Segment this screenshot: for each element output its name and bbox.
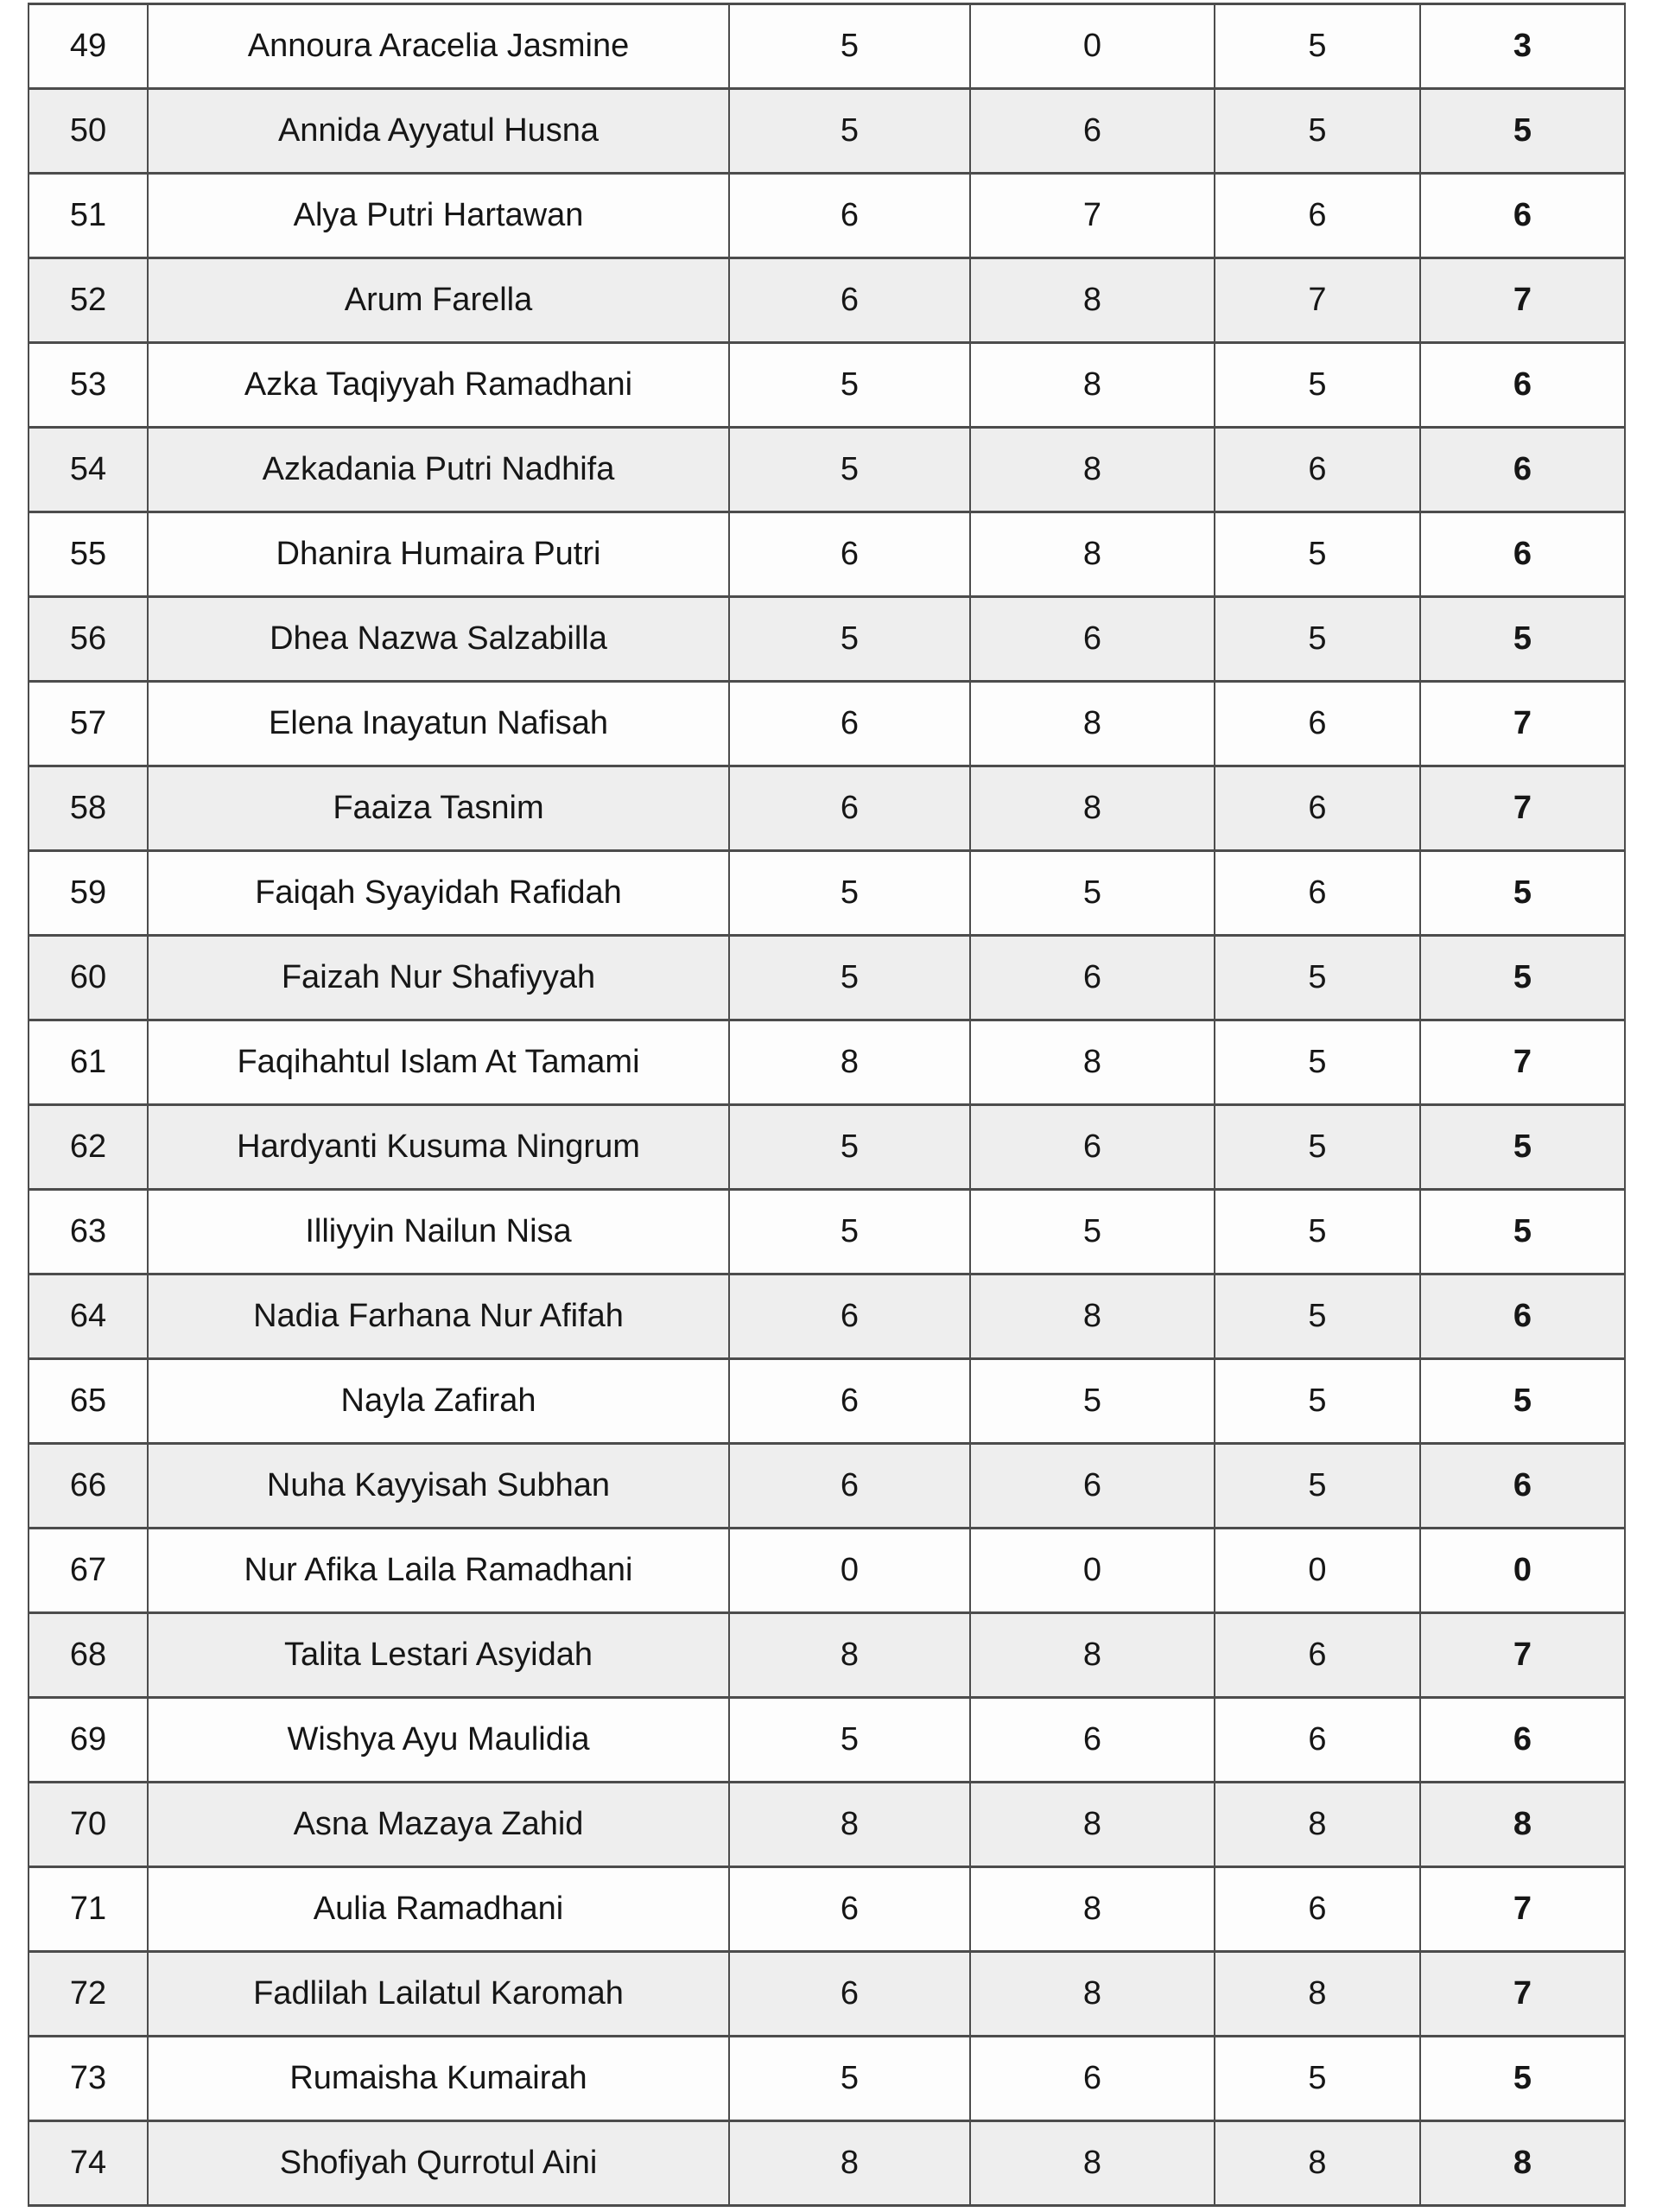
scores-table: [28, 3, 1626, 2207]
score-2-cell: 8: [970, 1274, 1215, 1359]
score-3-cell: 8: [1215, 2121, 1420, 2206]
score-2-cell: 5: [970, 851, 1215, 936]
score-2-cell: 8: [970, 766, 1215, 851]
score-1-cell: 6: [729, 1867, 970, 1952]
final-score-cell: 5: [1420, 1359, 1625, 1444]
row-number-cell: 50: [29, 89, 148, 174]
student-name-cell: Faaiza Tasnim: [148, 766, 729, 851]
score-2-cell: 8: [970, 1783, 1215, 1867]
table-row: [29, 174, 1625, 258]
table-row: [29, 1529, 1625, 1613]
table-row: [29, 4, 1625, 89]
student-name-cell: Wishya Ayu Maulidia: [148, 1698, 729, 1783]
row-number-cell: 68: [29, 1613, 148, 1698]
score-2-cell: 5: [970, 1359, 1215, 1444]
score-2-cell: 8: [970, 1867, 1215, 1952]
row-number-cell: 60: [29, 936, 148, 1020]
student-name-cell: Talita Lestari Asyidah: [148, 1613, 729, 1698]
table-row: [29, 597, 1625, 682]
final-score-cell: 6: [1420, 512, 1625, 597]
score-2-cell: 8: [970, 682, 1215, 766]
table-row: [29, 89, 1625, 174]
table-row: [29, 258, 1625, 343]
score-3-cell: 8: [1215, 1952, 1420, 2037]
final-score-cell: 7: [1420, 682, 1625, 766]
score-3-cell: 6: [1215, 174, 1420, 258]
score-3-cell: 6: [1215, 851, 1420, 936]
score-3-cell: 6: [1215, 1698, 1420, 1783]
score-2-cell: 5: [970, 1190, 1215, 1274]
score-2-cell: 8: [970, 512, 1215, 597]
table-row: [29, 1698, 1625, 1783]
score-1-cell: 5: [729, 851, 970, 936]
score-1-cell: 5: [729, 89, 970, 174]
score-3-cell: 5: [1215, 597, 1420, 682]
score-1-cell: 5: [729, 343, 970, 428]
final-score-cell: 3: [1420, 4, 1625, 89]
table-row: [29, 428, 1625, 512]
row-number-cell: 69: [29, 1698, 148, 1783]
row-number-cell: 71: [29, 1867, 148, 1952]
score-1-cell: 0: [729, 1529, 970, 1613]
student-name-cell: Illiyyin Nailun Nisa: [148, 1190, 729, 1274]
score-1-cell: 6: [729, 1952, 970, 2037]
row-number-cell: 61: [29, 1020, 148, 1105]
row-number-cell: 51: [29, 174, 148, 258]
score-3-cell: 5: [1215, 1359, 1420, 1444]
student-name-cell: Annida Ayyatul Husna: [148, 89, 729, 174]
final-score-cell: 6: [1420, 428, 1625, 512]
score-1-cell: 6: [729, 682, 970, 766]
score-2-cell: 6: [970, 936, 1215, 1020]
score-1-cell: 6: [729, 174, 970, 258]
score-3-cell: 5: [1215, 1274, 1420, 1359]
student-name-cell: Arum Farella: [148, 258, 729, 343]
student-name-cell: Alya Putri Hartawan: [148, 174, 729, 258]
final-score-cell: 5: [1420, 89, 1625, 174]
student-name-cell: Elena Inayatun Nafisah: [148, 682, 729, 766]
score-1-cell: 5: [729, 2037, 970, 2121]
final-score-cell: 5: [1420, 1190, 1625, 1274]
row-number-cell: 59: [29, 851, 148, 936]
student-name-cell: Nuha Kayyisah Subhan: [148, 1444, 729, 1529]
final-score-cell: 5: [1420, 936, 1625, 1020]
row-number-cell: 49: [29, 4, 148, 89]
row-number-cell: 54: [29, 428, 148, 512]
student-name-cell: Faiqah Syayidah Rafidah: [148, 851, 729, 936]
table-row: [29, 1867, 1625, 1952]
score-3-cell: 5: [1215, 1020, 1420, 1105]
score-3-cell: 5: [1215, 512, 1420, 597]
score-3-cell: 5: [1215, 1444, 1420, 1529]
score-3-cell: 5: [1215, 1190, 1420, 1274]
row-number-cell: 65: [29, 1359, 148, 1444]
score-2-cell: 8: [970, 428, 1215, 512]
score-2-cell: 8: [970, 1952, 1215, 2037]
student-name-cell: Fadlilah Lailatul Karomah: [148, 1952, 729, 2037]
student-name-cell: Azka Taqiyyah Ramadhani: [148, 343, 729, 428]
score-2-cell: 6: [970, 597, 1215, 682]
student-name-cell: Asna Mazaya Zahid: [148, 1783, 729, 1867]
score-3-cell: 6: [1215, 428, 1420, 512]
student-name-cell: Rumaisha Kumairah: [148, 2037, 729, 2121]
final-score-cell: 7: [1420, 1867, 1625, 1952]
score-1-cell: 6: [729, 1359, 970, 1444]
row-number-cell: 73: [29, 2037, 148, 2121]
score-3-cell: 5: [1215, 4, 1420, 89]
table-row: [29, 512, 1625, 597]
student-name-cell: Azkadania Putri Nadhifa: [148, 428, 729, 512]
row-number-cell: 56: [29, 597, 148, 682]
table-row: [29, 682, 1625, 766]
final-score-cell: 6: [1420, 1698, 1625, 1783]
score-1-cell: 5: [729, 1105, 970, 1190]
score-2-cell: 6: [970, 89, 1215, 174]
table-row: [29, 1105, 1625, 1190]
table-row: [29, 1274, 1625, 1359]
score-3-cell: 5: [1215, 2037, 1420, 2121]
score-1-cell: 5: [729, 4, 970, 89]
score-1-cell: 8: [729, 1020, 970, 1105]
score-2-cell: 8: [970, 258, 1215, 343]
student-name-cell: Dhea Nazwa Salzabilla: [148, 597, 729, 682]
student-name-cell: Annoura Aracelia Jasmine: [148, 4, 729, 89]
row-number-cell: 55: [29, 512, 148, 597]
student-name-cell: Aulia Ramadhani: [148, 1867, 729, 1952]
student-name-cell: Faqihahtul Islam At Tamami: [148, 1020, 729, 1105]
row-number-cell: 72: [29, 1952, 148, 2037]
final-score-cell: 7: [1420, 766, 1625, 851]
score-3-cell: 5: [1215, 936, 1420, 1020]
score-3-cell: 5: [1215, 1105, 1420, 1190]
student-name-cell: Shofiyah Qurrotul Aini: [148, 2121, 729, 2206]
final-score-cell: 8: [1420, 1783, 1625, 1867]
score-2-cell: 6: [970, 1444, 1215, 1529]
row-number-cell: 67: [29, 1529, 148, 1613]
student-name-cell: Faizah Nur Shafiyyah: [148, 936, 729, 1020]
score-3-cell: 5: [1215, 343, 1420, 428]
score-1-cell: 5: [729, 428, 970, 512]
student-name-cell: Hardyanti Kusuma Ningrum: [148, 1105, 729, 1190]
row-number-cell: 52: [29, 258, 148, 343]
score-2-cell: 0: [970, 1529, 1215, 1613]
row-number-cell: 63: [29, 1190, 148, 1274]
student-name-cell: Nur Afika Laila Ramadhani: [148, 1529, 729, 1613]
final-score-cell: 6: [1420, 1274, 1625, 1359]
final-score-cell: 7: [1420, 258, 1625, 343]
final-score-cell: 6: [1420, 343, 1625, 428]
score-1-cell: 6: [729, 1444, 970, 1529]
score-1-cell: 6: [729, 512, 970, 597]
score-2-cell: 6: [970, 1698, 1215, 1783]
score-3-cell: 7: [1215, 258, 1420, 343]
score-1-cell: 5: [729, 1190, 970, 1274]
table-row: [29, 1952, 1625, 2037]
score-3-cell: 0: [1215, 1529, 1420, 1613]
table-row: [29, 2121, 1625, 2206]
score-2-cell: 7: [970, 174, 1215, 258]
score-2-cell: 8: [970, 1020, 1215, 1105]
student-name-cell: Nayla Zafirah: [148, 1359, 729, 1444]
row-number-cell: 57: [29, 682, 148, 766]
score-1-cell: 6: [729, 258, 970, 343]
row-number-cell: 62: [29, 1105, 148, 1190]
final-score-cell: 5: [1420, 1105, 1625, 1190]
table-row: [29, 1783, 1625, 1867]
score-1-cell: 8: [729, 1613, 970, 1698]
score-2-cell: 8: [970, 1613, 1215, 1698]
score-3-cell: 6: [1215, 766, 1420, 851]
table-row: [29, 766, 1625, 851]
table-row: [29, 1444, 1625, 1529]
row-number-cell: 74: [29, 2121, 148, 2206]
score-1-cell: 5: [729, 597, 970, 682]
score-1-cell: 5: [729, 1698, 970, 1783]
row-number-cell: 53: [29, 343, 148, 428]
score-2-cell: 0: [970, 4, 1215, 89]
score-3-cell: 6: [1215, 1867, 1420, 1952]
final-score-cell: 8: [1420, 2121, 1625, 2206]
table-row: [29, 1190, 1625, 1274]
table-row: [29, 2037, 1625, 2121]
final-score-cell: 7: [1420, 1952, 1625, 2037]
score-1-cell: 6: [729, 1274, 970, 1359]
table-row: [29, 343, 1625, 428]
table-row: [29, 1359, 1625, 1444]
score-2-cell: 6: [970, 2037, 1215, 2121]
final-score-cell: 7: [1420, 1613, 1625, 1698]
final-score-cell: 5: [1420, 2037, 1625, 2121]
score-2-cell: 8: [970, 343, 1215, 428]
student-name-cell: Nadia Farhana Nur Afifah: [148, 1274, 729, 1359]
final-score-cell: 6: [1420, 1444, 1625, 1529]
row-number-cell: 66: [29, 1444, 148, 1529]
score-3-cell: 6: [1215, 682, 1420, 766]
row-number-cell: 64: [29, 1274, 148, 1359]
final-score-cell: 7: [1420, 1020, 1625, 1105]
table-row: [29, 1020, 1625, 1105]
table-row: [29, 1613, 1625, 1698]
final-score-cell: 6: [1420, 174, 1625, 258]
table-row: [29, 936, 1625, 1020]
student-name-cell: Dhanira Humaira Putri: [148, 512, 729, 597]
table-row: [29, 851, 1625, 936]
score-1-cell: 6: [729, 766, 970, 851]
score-1-cell: 8: [729, 1783, 970, 1867]
score-1-cell: 8: [729, 2121, 970, 2206]
score-1-cell: 5: [729, 936, 970, 1020]
score-3-cell: 8: [1215, 1783, 1420, 1867]
final-score-cell: 5: [1420, 597, 1625, 682]
score-3-cell: 5: [1215, 89, 1420, 174]
final-score-cell: 5: [1420, 851, 1625, 936]
scores-table-container: [28, 3, 1626, 2207]
row-number-cell: 70: [29, 1783, 148, 1867]
final-score-cell: 0: [1420, 1529, 1625, 1613]
row-number-cell: 58: [29, 766, 148, 851]
score-2-cell: 6: [970, 1105, 1215, 1190]
score-2-cell: 8: [970, 2121, 1215, 2206]
score-3-cell: 6: [1215, 1613, 1420, 1698]
